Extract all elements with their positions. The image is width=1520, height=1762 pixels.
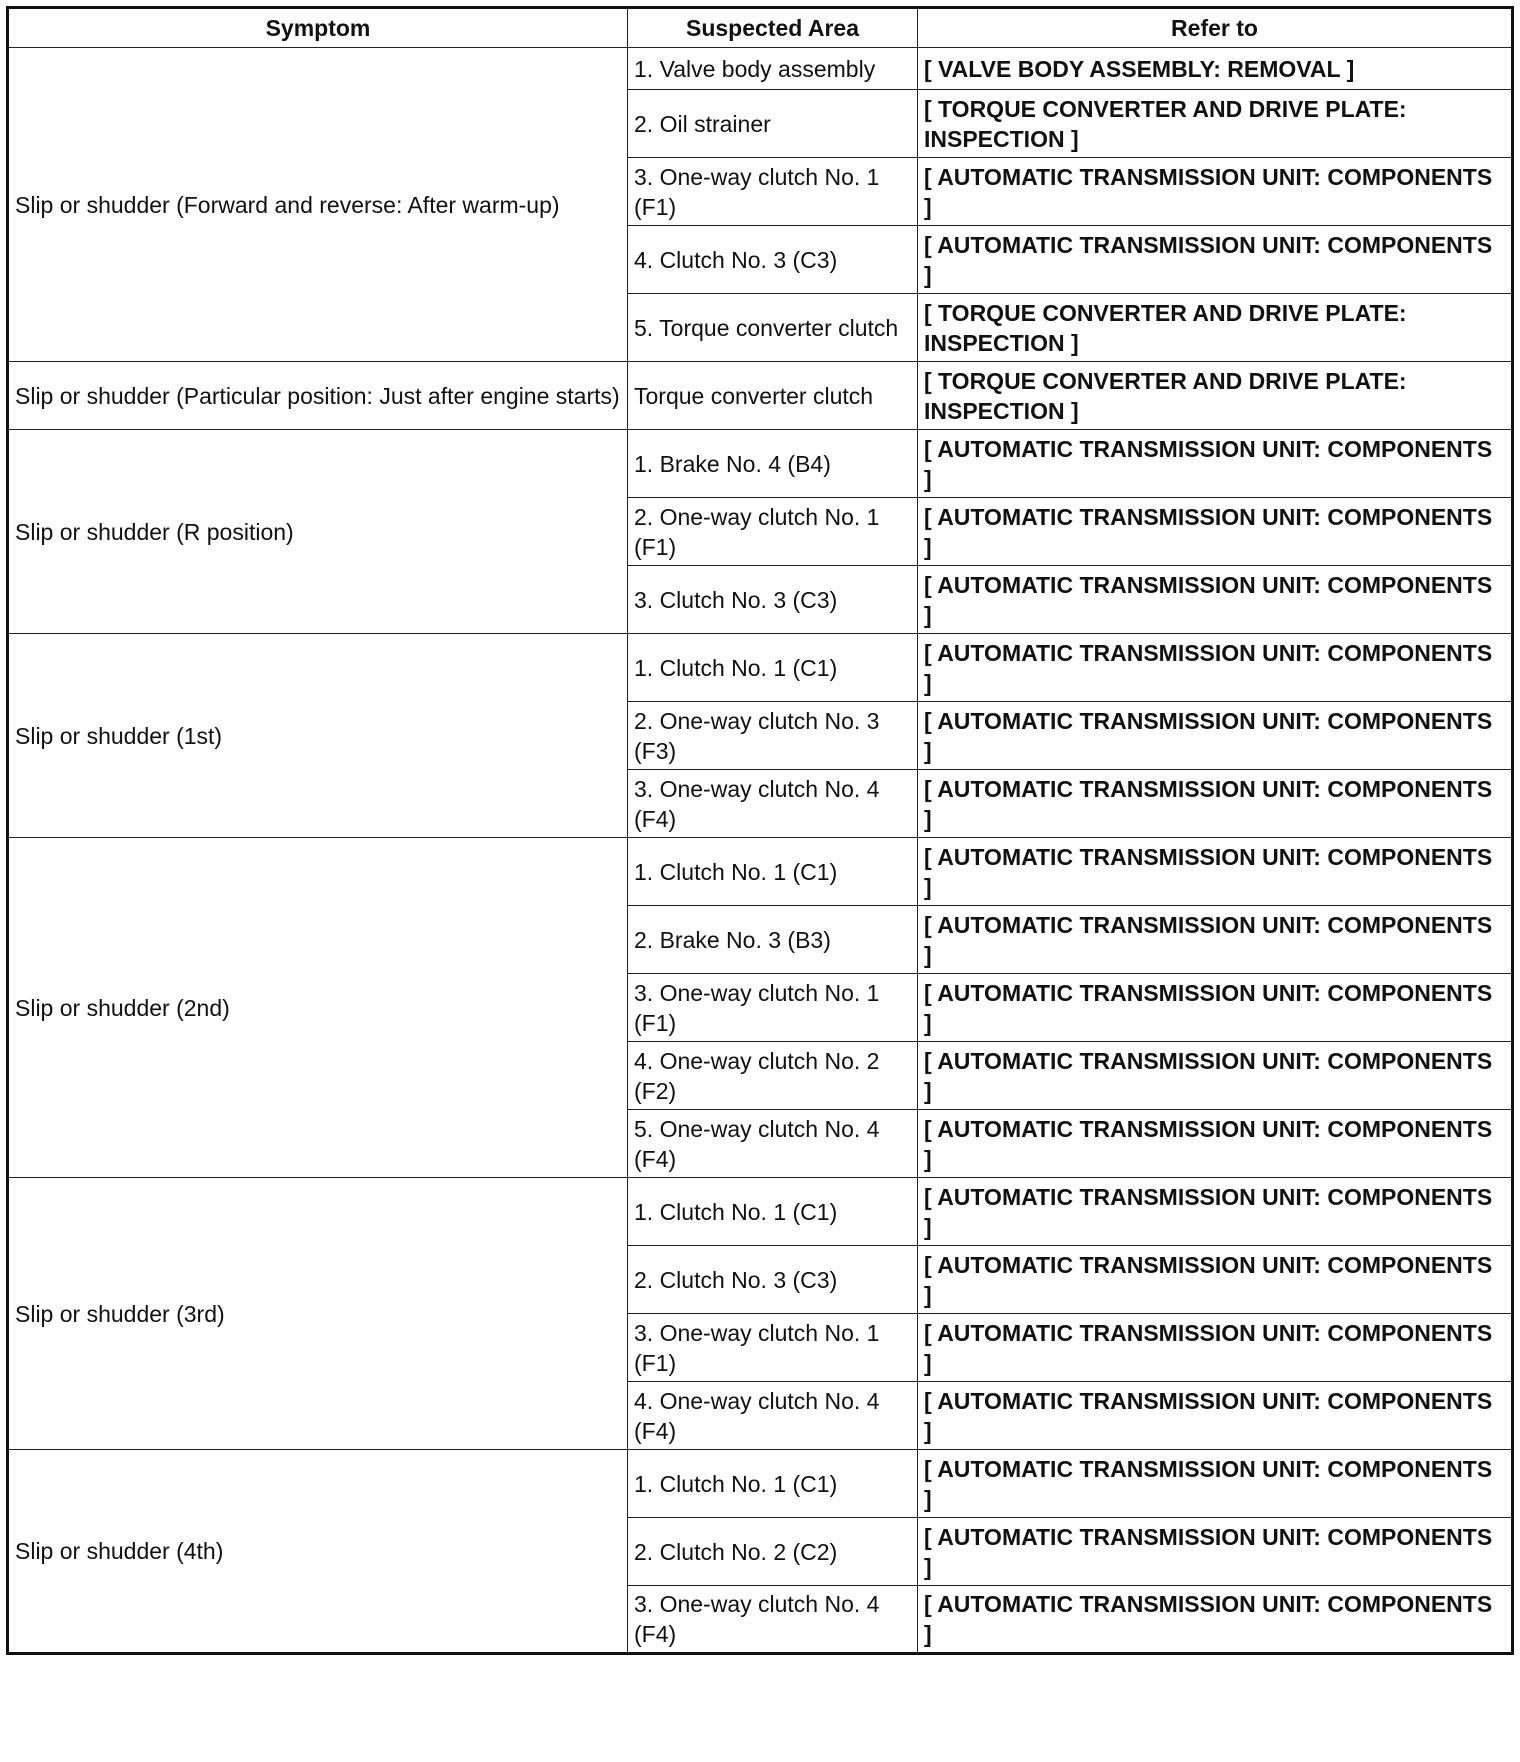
table-row [8,1178,1513,1246]
table-row [8,1450,1513,1518]
suspected-area-cell: 1. Clutch No. 1 (C1) [628,838,918,906]
symptom-cell: Slip or shudder (1st) [8,634,628,838]
symptom-cell: Slip or shudder (3rd) [8,1178,628,1450]
suspected-area-cell: 2. One-way clutch No. 3 (F3) [628,702,918,770]
suspected-area-cell: 3. One-way clutch No. 4 (F4) [628,770,918,838]
refer-to-link[interactable]: [ AUTOMATIC TRANSMISSION UNIT: COMPONENTS ] [918,634,1513,702]
refer-to-link[interactable]: [ AUTOMATIC TRANSMISSION UNIT: COMPONENTS ] [918,1042,1513,1110]
refer-to-link[interactable]: [ AUTOMATIC TRANSMISSION UNIT: COMPONENTS ] [918,974,1513,1042]
refer-to-link[interactable]: [ AUTOMATIC TRANSMISSION UNIT: COMPONENTS ] [918,430,1513,498]
header-suspected-area: Suspected Area [628,8,918,48]
header-row [8,8,1513,48]
suspected-area-cell: 1. Brake No. 4 (B4) [628,430,918,498]
suspected-area-cell: Torque converter clutch [628,362,918,430]
symptom-cell: Slip or shudder (Forward and reverse: After warm-up) [8,48,628,362]
refer-to-link[interactable]: [ AUTOMATIC TRANSMISSION UNIT: COMPONENTS ] [918,566,1513,634]
symptom-cell: Slip or shudder (Particular position: Just after engine starts) [8,362,628,430]
table-body [8,48,1513,1654]
refer-to-link[interactable]: [ AUTOMATIC TRANSMISSION UNIT: COMPONENTS ] [918,770,1513,838]
refer-to-link[interactable]: [ AUTOMATIC TRANSMISSION UNIT: COMPONENTS ] [918,498,1513,566]
refer-to-link[interactable]: [ AUTOMATIC TRANSMISSION UNIT: COMPONENTS ] [918,1246,1513,1314]
suspected-area-cell: 2. One-way clutch No. 1 (F1) [628,498,918,566]
suspected-area-cell: 4. One-way clutch No. 4 (F4) [628,1382,918,1450]
refer-to-link[interactable]: [ AUTOMATIC TRANSMISSION UNIT: COMPONENTS ] [918,226,1513,294]
refer-to-link[interactable]: [ AUTOMATIC TRANSMISSION UNIT: COMPONENTS ] [918,158,1513,226]
refer-to-link[interactable]: [ AUTOMATIC TRANSMISSION UNIT: COMPONENTS ] [918,906,1513,974]
document-page [6,6,1514,1655]
symptom-cell: Slip or shudder (4th) [8,1450,628,1654]
suspected-area-cell: 3. Clutch No. 3 (C3) [628,566,918,634]
header-refer-to: Refer to [918,8,1513,48]
suspected-area-cell: 2. Brake No. 3 (B3) [628,906,918,974]
suspected-area-cell: 5. Torque converter clutch [628,294,918,362]
refer-to-link[interactable]: [ AUTOMATIC TRANSMISSION UNIT: COMPONENTS ] [918,838,1513,906]
table-row [8,48,1513,90]
symptom-table [6,6,1514,1655]
suspected-area-cell: 1. Clutch No. 1 (C1) [628,634,918,702]
refer-to-link[interactable]: [ VALVE BODY ASSEMBLY: REMOVAL ] [918,48,1513,90]
symptom-cell: Slip or shudder (R position) [8,430,628,634]
refer-to-link[interactable]: [ TORQUE CONVERTER AND DRIVE PLATE: INSPECTION ] [918,90,1513,158]
refer-to-link[interactable]: [ AUTOMATIC TRANSMISSION UNIT: COMPONENTS ] [918,1518,1513,1586]
table-row [8,634,1513,702]
suspected-area-cell: 1. Valve body assembly [628,48,918,90]
refer-to-link[interactable]: [ TORQUE CONVERTER AND DRIVE PLATE: INSPECTION ] [918,362,1513,430]
refer-to-link[interactable]: [ AUTOMATIC TRANSMISSION UNIT: COMPONENTS ] [918,1586,1513,1654]
suspected-area-cell: 2. Clutch No. 2 (C2) [628,1518,918,1586]
symptom-cell: Slip or shudder (2nd) [8,838,628,1178]
suspected-area-cell: 3. One-way clutch No. 1 (F1) [628,974,918,1042]
refer-to-link[interactable]: [ AUTOMATIC TRANSMISSION UNIT: COMPONENTS ] [918,1110,1513,1178]
refer-to-link[interactable]: [ TORQUE CONVERTER AND DRIVE PLATE: INSPECTION ] [918,294,1513,362]
suspected-area-cell: 3. One-way clutch No. 1 (F1) [628,158,918,226]
table-row [8,362,1513,430]
table-row [8,430,1513,498]
header-symptom: Symptom [8,8,628,48]
suspected-area-cell: 4. One-way clutch No. 2 (F2) [628,1042,918,1110]
suspected-area-cell: 3. One-way clutch No. 1 (F1) [628,1314,918,1382]
suspected-area-cell: 1. Clutch No. 1 (C1) [628,1178,918,1246]
suspected-area-cell: 5. One-way clutch No. 4 (F4) [628,1110,918,1178]
suspected-area-cell: 3. One-way clutch No. 4 (F4) [628,1586,918,1654]
refer-to-link[interactable]: [ AUTOMATIC TRANSMISSION UNIT: COMPONENTS ] [918,1178,1513,1246]
refer-to-link[interactable]: [ AUTOMATIC TRANSMISSION UNIT: COMPONENTS ] [918,1382,1513,1450]
refer-to-link[interactable]: [ AUTOMATIC TRANSMISSION UNIT: COMPONENTS ] [918,702,1513,770]
suspected-area-cell: 1. Clutch No. 1 (C1) [628,1450,918,1518]
suspected-area-cell: 2. Oil strainer [628,90,918,158]
table-row [8,838,1513,906]
refer-to-link[interactable]: [ AUTOMATIC TRANSMISSION UNIT: COMPONENTS ] [918,1450,1513,1518]
suspected-area-cell: 2. Clutch No. 3 (C3) [628,1246,918,1314]
suspected-area-cell: 4. Clutch No. 3 (C3) [628,226,918,294]
refer-to-link[interactable]: [ AUTOMATIC TRANSMISSION UNIT: COMPONENTS ] [918,1314,1513,1382]
